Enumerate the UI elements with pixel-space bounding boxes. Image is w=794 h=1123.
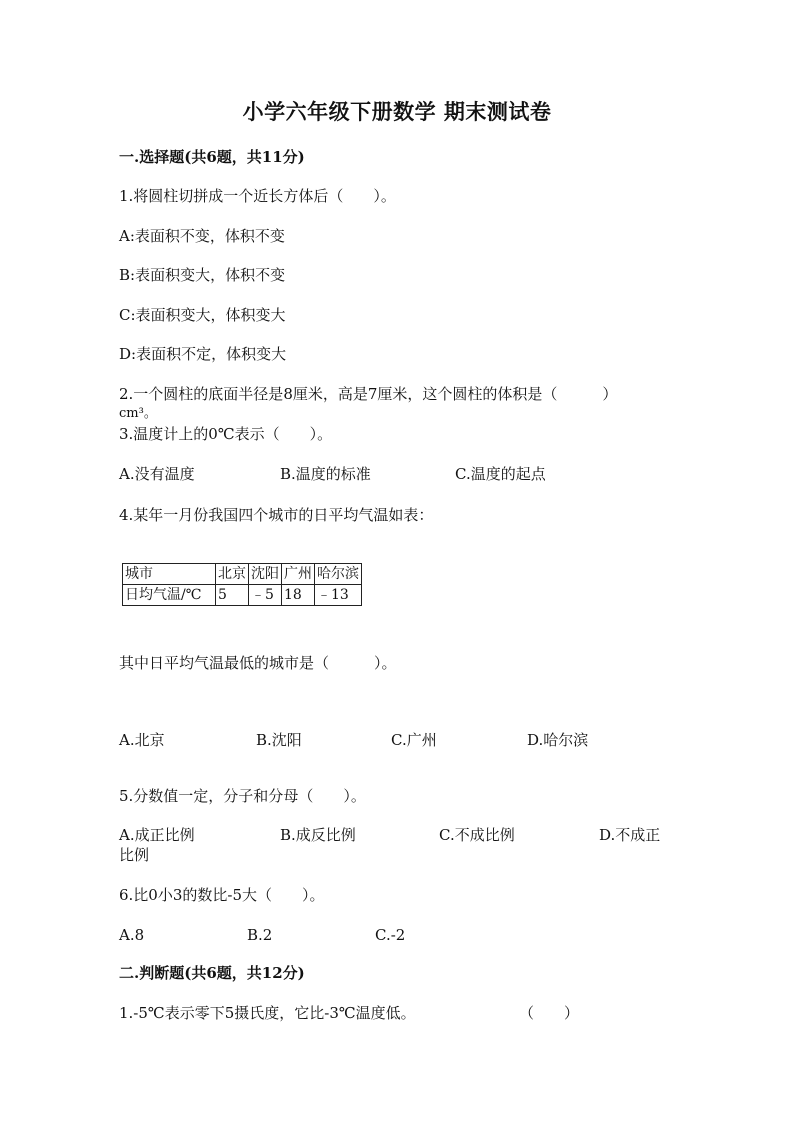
table-cell: 广州 [282,564,315,585]
question-1-option-c: C:表面积变大，体积变大 [119,306,286,324]
table-cell: 北京 [216,564,249,585]
table-cell: 哈尔滨 [315,564,362,585]
question-3-option-b: B.温度的标准 [280,465,371,483]
question-1-option-a: A:表面积不变，体积不变 [119,227,285,245]
question-2-stem: 2.一个圆柱的底面半径是8厘米，高是7厘米，这个圆柱的体积是（ ） [119,385,618,403]
section-heading-choice: 一.选择题(共6题，共11分) [119,148,305,166]
table-header-row [123,564,362,585]
section-heading-judgement: 二.判断题(共6题，共12分) [119,964,305,982]
table-row [123,585,362,606]
question-6-option-c: C.-2 [375,926,406,944]
question-6-option-a: A.8 [119,926,145,944]
question-2-unit: cm³。 [119,406,157,421]
question-4-option-c: C.广州 [391,731,437,749]
table-cell: 沈阳 [249,564,282,585]
table-cell: 18 [282,585,315,606]
table-cell: ﹣13 [315,585,362,606]
judgement-1-stem: 1.-5℃表示零下5摄氏度，它比-3℃温度低。 [119,1004,416,1022]
question-5-stem: 5.分数值一定，分子和分母（ ）。 [119,787,366,805]
judgement-1-blank: （ ） [519,1004,580,1022]
question-4-option-d: D.哈尔滨 [527,731,589,749]
question-5-option-d: D.不成正 [599,826,661,844]
question-3-option-c: C.温度的起点 [455,465,546,483]
table-cell: 日均气温/℃ [123,585,216,606]
page-title: 小学六年级下册数学 期末测试卷 [242,99,552,124]
table-cell: ﹣5 [249,585,282,606]
temperature-table [122,563,362,606]
question-5-option-a: A.成正比例 [119,826,195,844]
question-4-stem: 4.某年一月份我国四个城市的日平均气温如表： [119,506,434,524]
table-cell: 城市 [123,564,216,585]
question-1-option-b: B:表面积变大，体积不变 [119,266,286,284]
question-1-stem: 1.将圆柱切拼成一个近长方体后（ ）。 [119,187,396,205]
question-3-option-a: A.没有温度 [119,465,195,483]
question-4-option-b: B.沈阳 [256,731,302,749]
question-4-option-a: A.北京 [119,731,165,749]
question-6-option-b: B.2 [247,926,273,944]
question-4-question: 其中日平均气温最低的城市是（ ）。 [119,654,397,672]
question-5-option-b: B.成反比例 [280,826,356,844]
question-3-stem: 3.温度计上的0℃表示（ ）。 [119,425,333,443]
question-5-option-d-wrap: 比例 [119,846,150,864]
question-1-option-d: D:表面积不定，体积变大 [119,345,287,363]
question-6-stem: 6.比0小3的数比-5大（ ）。 [119,886,325,904]
table-cell: 5 [216,585,249,606]
question-5-option-c: C.不成比例 [439,826,515,844]
